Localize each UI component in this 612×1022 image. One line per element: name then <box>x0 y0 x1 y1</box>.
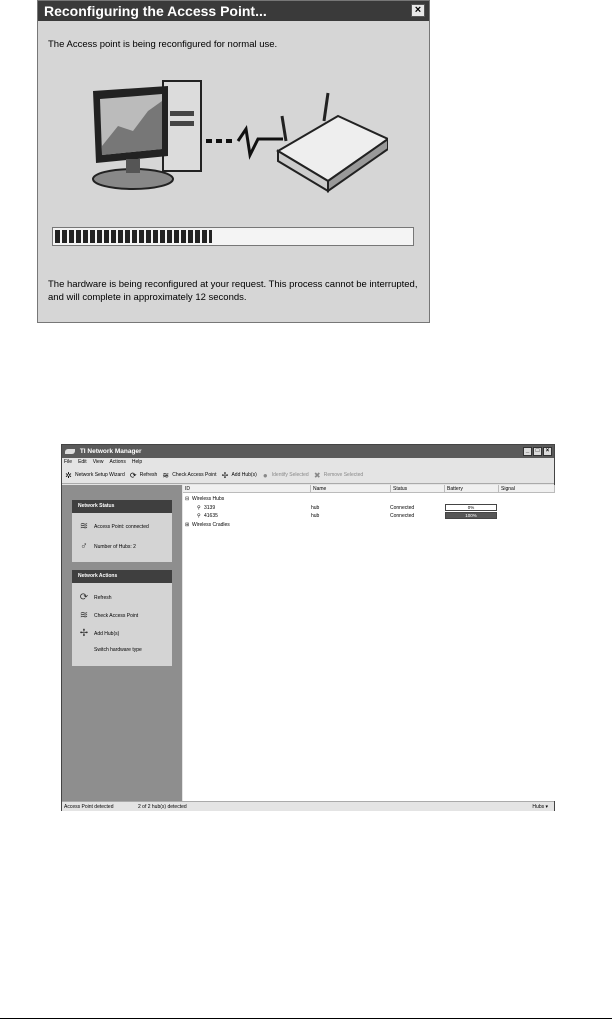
reconfigure-dialog <box>37 0 430 323</box>
refresh-icon: ⟳ <box>129 470 137 480</box>
remove-label: Remove Selected <box>323 472 364 478</box>
toolbar <box>62 467 554 484</box>
wireless-hubs-label: Wireless Hubs <box>192 496 225 502</box>
column-signal[interactable]: Signal <box>499 485 555 492</box>
hub-status: Connected <box>390 513 415 519</box>
add-hubs-label: Add Hub(s) <box>231 472 257 478</box>
refresh-label: Refresh <box>139 472 158 478</box>
hub-count-status <box>72 541 136 553</box>
hub-icon: ⚲ <box>197 505 201 511</box>
progress-fill <box>55 230 212 243</box>
battery-indicator <box>445 512 497 519</box>
access-point-icon: ≋ <box>79 610 89 621</box>
status-middle: 2 of 2 hub(s) detected <box>138 804 187 810</box>
access-point-status-label: Access Point: connected <box>94 524 149 530</box>
footer-line-2: and will complete in approximately 12 seconds. <box>48 292 247 303</box>
action-check-access-point[interactable] <box>72 610 138 622</box>
minimize-button[interactable]: _ <box>523 447 532 456</box>
connection-line-icon <box>206 129 283 155</box>
network-actions-header: Network Actions <box>72 570 172 583</box>
identify-icon: ● <box>262 470 268 480</box>
action-check-ap-label: Check Access Point <box>94 613 139 619</box>
action-switch-hardware[interactable] <box>72 647 142 653</box>
battery-label: 0% <box>467 505 475 510</box>
ti-logo-icon <box>65 449 75 454</box>
action-refresh-label: Refresh <box>94 595 112 601</box>
network-manager-window <box>61 444 555 811</box>
network-setup-wizard-button[interactable] <box>64 471 125 480</box>
check-access-point-button[interactable] <box>161 471 216 480</box>
add-hub-icon: ✢ <box>79 628 89 639</box>
network-status-panel <box>72 500 172 562</box>
maximize-button[interactable]: □ <box>533 447 542 456</box>
column-header-row <box>183 485 555 493</box>
window-close-button[interactable]: × <box>543 447 552 456</box>
menu-help[interactable]: Help <box>131 459 143 465</box>
sidebar <box>62 485 182 801</box>
add-hub-icon: ✢ <box>221 470 229 480</box>
dialog-title-bar <box>38 1 429 21</box>
hub-icon: ⚲ <box>197 513 201 519</box>
hub-name: hub <box>311 513 320 519</box>
wireless-cradles-label: Wireless Cradles <box>192 522 230 528</box>
add-hubs-button[interactable] <box>220 471 256 480</box>
battery-label: 100% <box>465 513 477 518</box>
window-title-bar <box>62 445 554 458</box>
dialog-message: The Access point is being reconfigured for normal use. <box>48 39 278 50</box>
access-point-icon: ≋ <box>79 521 89 532</box>
battery-indicator <box>445 504 497 511</box>
expand-toggle-icon[interactable]: ⊞ <box>185 522 190 528</box>
table-row[interactable] <box>183 504 555 512</box>
close-button[interactable]: × <box>411 4 425 17</box>
menu-edit[interactable]: Edit <box>78 459 87 465</box>
tree-node-wireless-cradles[interactable] <box>183 521 555 529</box>
remove-icon: ✖ <box>313 470 321 480</box>
action-switch-label: Switch hardware type <box>94 647 142 653</box>
refresh-icon: ⟳ <box>79 592 89 603</box>
hub-name: hub <box>311 505 320 511</box>
check-ap-label: Check Access Point <box>172 472 217 478</box>
identify-label: Identify Selected <box>271 472 309 478</box>
wizard-label: Network Setup Wizard <box>75 472 125 478</box>
action-add-hubs[interactable] <box>72 628 119 640</box>
identify-selected-button[interactable] <box>261 471 309 480</box>
computer-to-router-illustration <box>88 71 388 201</box>
menu-bar <box>62 458 554 467</box>
tree-node-wireless-hubs[interactable] <box>183 495 555 503</box>
hub-count-label: Number of Hubs: 2 <box>94 544 136 550</box>
window-title: TI Network Manager <box>79 448 142 455</box>
column-id[interactable]: ID <box>183 485 311 492</box>
menu-file[interactable]: File <box>64 459 73 465</box>
footer-line-1: The hardware is being reconfigured at your request. This process cannot be interrupted, <box>48 279 418 290</box>
action-add-hubs-label: Add Hub(s) <box>94 631 120 637</box>
menu-actions[interactable]: Actions <box>109 459 126 465</box>
computer-icon <box>93 81 201 189</box>
hub-id: 3139 <box>204 505 216 511</box>
page-rule <box>0 1018 612 1019</box>
action-refresh[interactable] <box>72 592 112 604</box>
menu-view[interactable]: View <box>92 459 104 465</box>
progress-bar <box>52 227 414 246</box>
column-status[interactable]: Status <box>391 485 445 492</box>
network-status-header: Network Status <box>72 500 172 513</box>
column-name[interactable]: Name <box>311 485 391 492</box>
expand-toggle-icon[interactable]: ⊟ <box>185 496 190 502</box>
status-bar <box>62 801 554 811</box>
hub-id: 41635 <box>204 513 218 519</box>
refresh-button[interactable] <box>129 471 158 480</box>
hub-icon: ♂ <box>80 541 88 552</box>
hub-list <box>183 485 555 801</box>
dialog-footer <box>48 278 428 304</box>
hubs-dropdown[interactable]: Hubs ▾ <box>532 804 548 810</box>
access-point-status <box>72 521 149 533</box>
access-point-icon: ≋ <box>162 470 170 480</box>
hub-status: Connected <box>390 505 415 511</box>
wizard-icon: ✲ <box>65 470 72 480</box>
dialog-title: Reconfiguring the Access Point... <box>44 3 267 19</box>
column-battery[interactable]: Battery <box>445 485 499 492</box>
status-left: Access Point detected <box>64 804 114 810</box>
remove-selected-button[interactable] <box>313 471 363 480</box>
table-row[interactable] <box>183 512 555 520</box>
network-actions-panel <box>72 570 172 666</box>
router-icon <box>278 93 388 191</box>
